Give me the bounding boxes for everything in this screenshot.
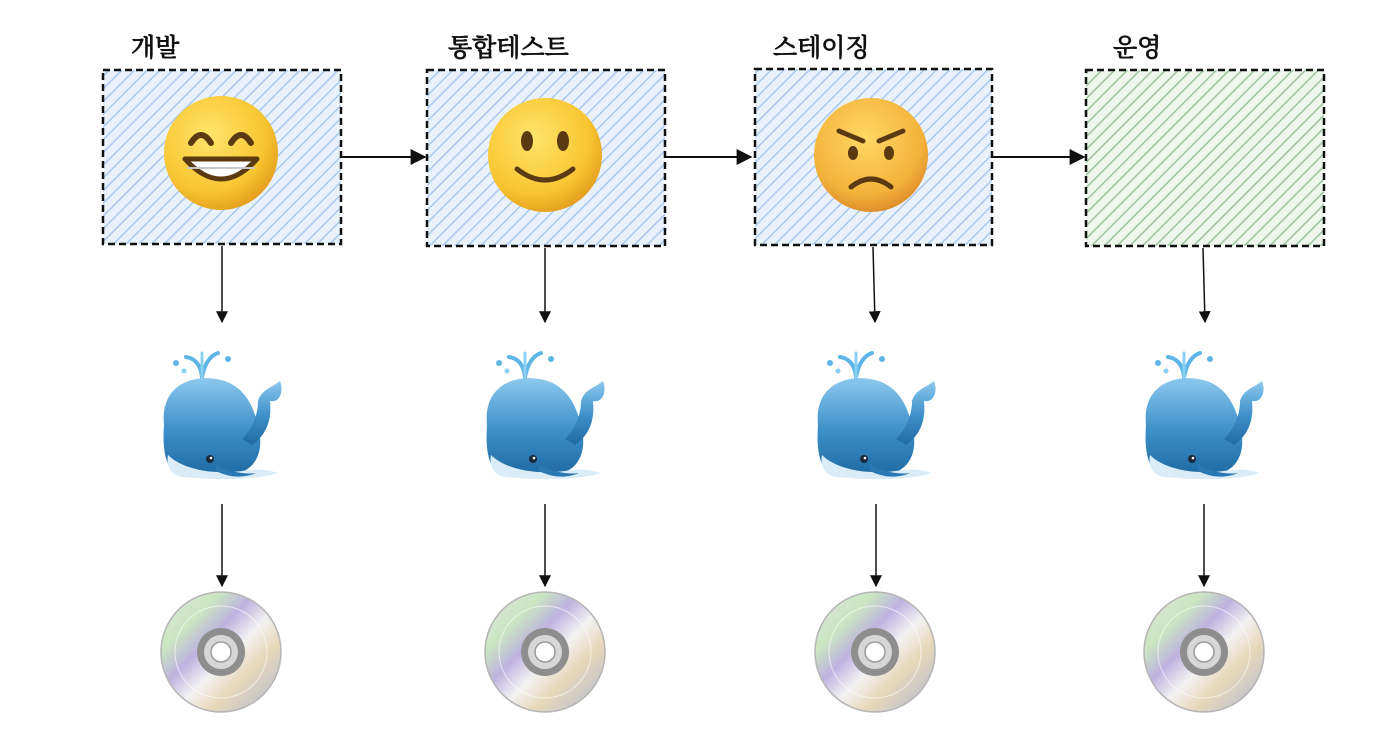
- stage-label-production: 운영: [1113, 33, 1162, 62]
- angry-face-icon: [814, 98, 928, 212]
- slightly-smiling-face-icon: [488, 98, 602, 212]
- optical-disc-icon: [485, 592, 605, 712]
- stage-box-production: [1086, 70, 1324, 246]
- optical-disc-icon: [161, 592, 281, 712]
- spouting-whale-icon: [1146, 353, 1264, 479]
- spouting-whale-icon: [164, 353, 282, 479]
- arrow-staging-to-image: [873, 247, 875, 322]
- grinning-face-icon: [164, 96, 278, 210]
- stage-label-integration-test: 통합테스트: [448, 33, 569, 62]
- spouting-whale-icon: [487, 353, 605, 479]
- stage-label-staging: 스테이징: [773, 33, 870, 62]
- stage-label-dev: 개발: [131, 33, 180, 62]
- optical-disc-icon: [1144, 592, 1264, 712]
- optical-disc-icon: [815, 592, 935, 712]
- arrow-production-to-image: [1203, 248, 1205, 322]
- spouting-whale-icon: [818, 353, 936, 479]
